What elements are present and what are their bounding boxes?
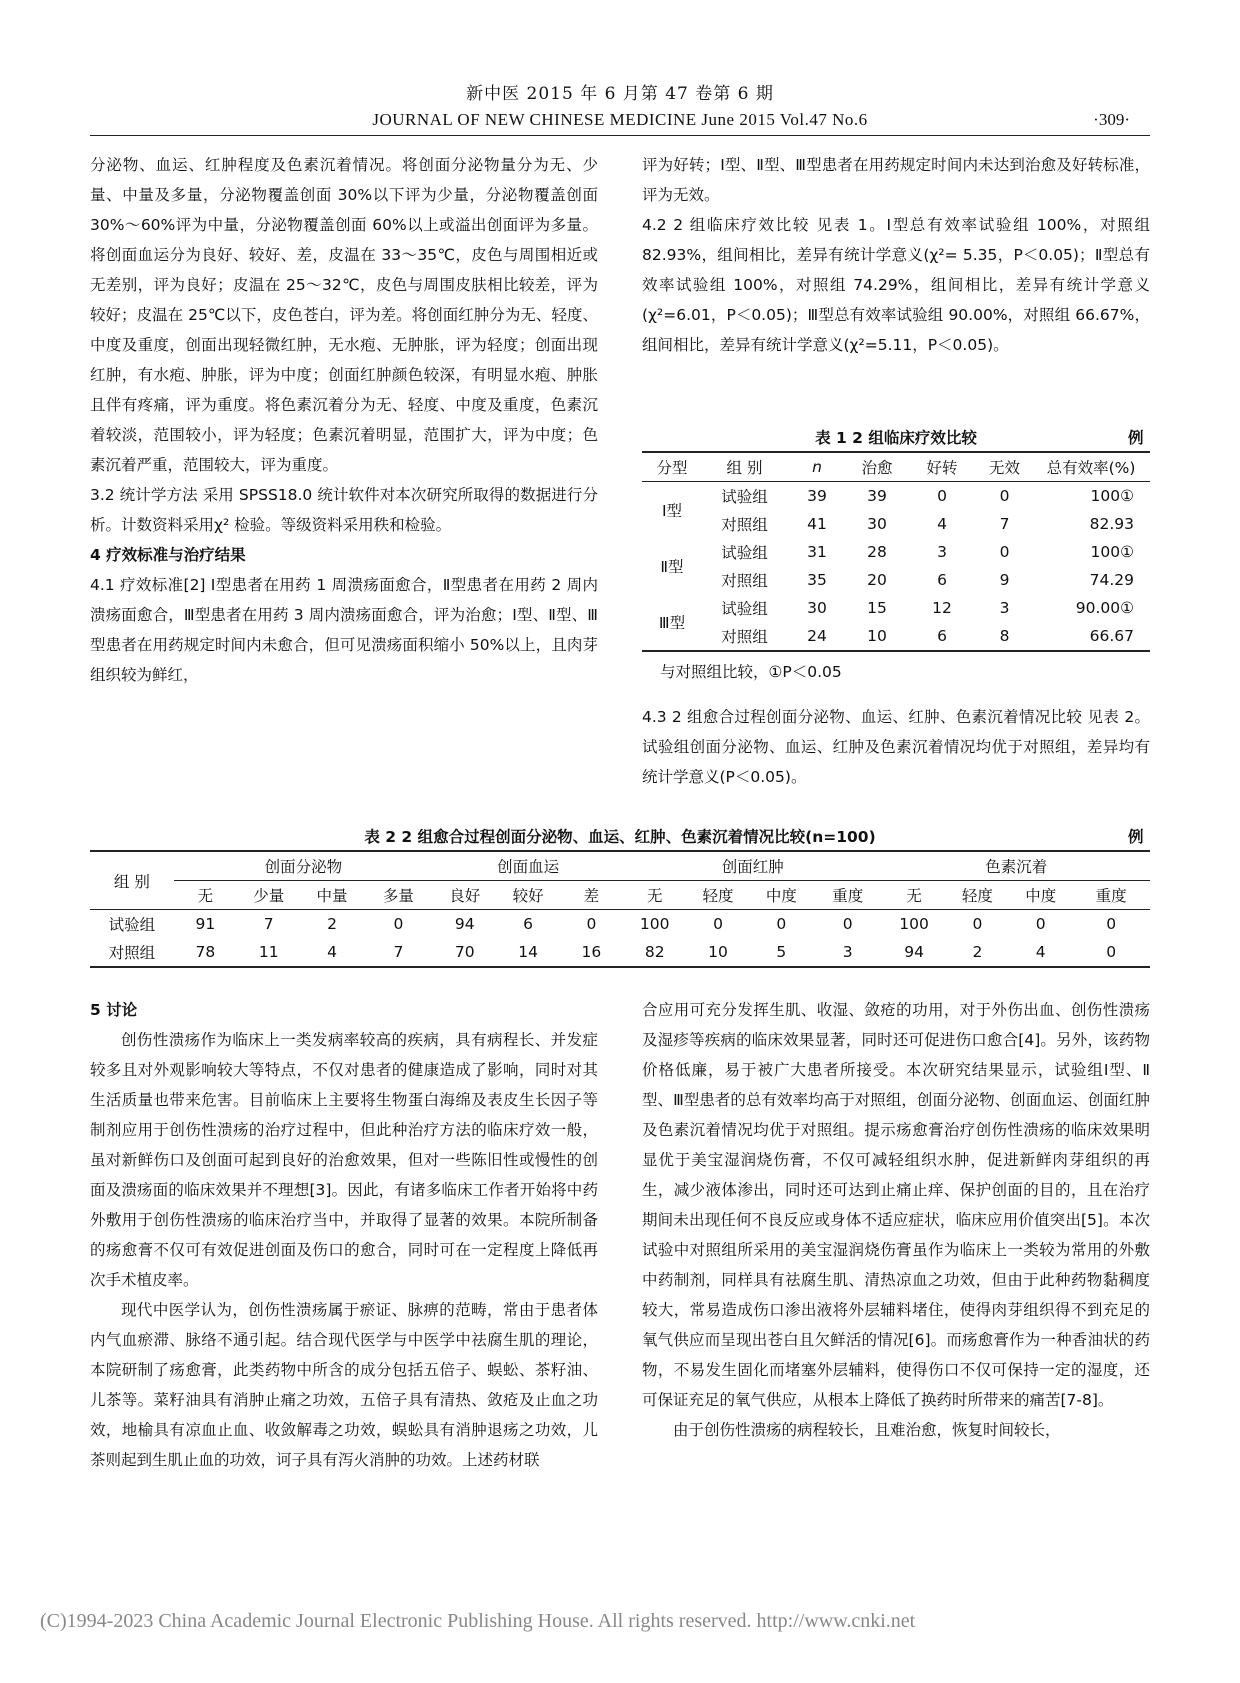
table1-header: 好转 <box>926 459 958 477</box>
table2-subheader: 重度 <box>1095 887 1127 905</box>
table-cell: 4 <box>327 943 337 961</box>
table2-subheader: 无 <box>906 887 922 905</box>
table-cell: 7 <box>999 515 1010 533</box>
table1-unit: 例 <box>1128 429 1144 447</box>
section-heading: 5 讨论 <box>90 1001 138 1019</box>
table-cell: 0 <box>713 915 723 933</box>
table2-subheader: 少量 <box>253 887 285 905</box>
paragraph: 现代中医学认为，创伤性溃疡属于瘀证、脉痹的范畴，常由于患者体内气血瘀滞、脉络不通引起。结合现代医学与中医学中祛腐生肌的理论，本院研制了疡愈膏，此类药物中所含的成分包括五倍子、蜈蚣、茶籽油、儿茶等。菜籽油具有消肿止痛之功效，五倍子具有清热、敛疮及止血之功效，地榆具有凉血止血、收敛解毒之功效，蜈蚣具有消肿退疡之功效，儿茶则起到生肌止血的功效，诃子具有泻火消肿的功效。上述药材联 <box>90 1301 598 1469</box>
table-cell: 94 <box>454 915 475 933</box>
paragraph: 3.2 统计学方法 采用 SPSS18.0 统计软件对本次研究所取得的数据进行分析。计数资料采用χ² 检验。等级资料采用秩和检验。 <box>90 486 598 534</box>
table-cell: 24 <box>807 627 827 645</box>
table2-subheader: 轻度 <box>702 887 734 905</box>
table-cell: 对照组 <box>108 944 156 962</box>
table-cell: 4 <box>1035 943 1046 961</box>
table1 <box>642 453 1150 652</box>
table-cell: 30 <box>867 515 887 533</box>
table-cell: 91 <box>195 915 216 933</box>
table-cell: 6 <box>937 571 947 589</box>
table2-subheader: 轻度 <box>961 887 993 905</box>
table-row <box>642 538 1150 566</box>
table-cell: 10 <box>867 627 887 645</box>
paragraph: 由于创伤性溃疡的病程较长，且难治愈，恢复时间较长， <box>673 1421 1061 1439</box>
table-row <box>642 510 1150 538</box>
table2 <box>90 852 1150 968</box>
left-column-bottom <box>90 995 598 1475</box>
table-cell: 3 <box>999 599 1010 617</box>
table-cell: 0 <box>393 915 404 933</box>
header-rule <box>90 135 1150 136</box>
table-cell: 66.67 <box>1089 627 1134 645</box>
table-cell: 8 <box>999 627 1010 645</box>
left-column-top <box>90 150 598 690</box>
table-cell: 0 <box>586 915 597 933</box>
table2-subheader: 无 <box>646 887 663 905</box>
table-cell: 0 <box>842 915 853 933</box>
paragraph: 4.3 2 组愈合过程创面分泌物、血运、红肿、色素沉着情况比较 见表 2。试验组创面分泌物、血运、红肿及色素沉着情况均优于对照组，差异均有统计学意义(P＜0.05)。 <box>642 708 1150 786</box>
table2-subheader: 中度 <box>765 887 797 905</box>
journal-header-cn: 新中医 2015 年 6 月第 47 卷第 6 期 <box>466 84 774 104</box>
table-cell: 11 <box>258 943 279 961</box>
table1-header: 组 别 <box>726 459 763 477</box>
table-cell: 0 <box>999 487 1010 505</box>
right-column-bottom <box>642 995 1150 1445</box>
table1-header: 治愈 <box>861 459 893 477</box>
table1-type: Ⅱ型 <box>660 558 684 576</box>
table-cell: 16 <box>581 943 602 961</box>
paragraph: 分泌物、血运、红肿程度及色素沉着情况。将创面分泌物量分为无、少量、中量及多量，分泌物覆盖创面 30%以下评为少量，分泌物覆盖创面 30%～60%评为中量，分泌物覆盖创面 60%以上或溢出创面评为多量。将创面血运分为良好、较好、差，皮温在 33～35℃，皮色与周围相近或无差别，评为良好；皮温在 25～32℃，皮色与周围皮肤相比较差，评为较好；皮温在 25℃以下，皮色苍白，评为差。将创面红肿分为无、轻度、中度及重度，创面出现轻微红肿，无水疱、无肿胀，评为轻度；创面出现红肿，有水疱、肿胀，评为中度；创面红肿颜色较深，有明显水疱、肿胀且伴有疼痛，评为重度。将色素沉着分为无、轻度、中度及重度，色素沉着较淡，范围较小，评为轻度；色素沉着明显，范围扩大，评为中度；色素沉着严重，范围较大，评为重度。 <box>90 156 598 474</box>
paragraph: 合应用可充分发挥生肌、收湿、敛疮的功用，对于外伤出血、创伤性溃疡及湿疹等疾病的临床效果显著，同时还可促进伤口愈合[4]。另外，该药物价格低廉，易于被广大患者所接受。本次研究结果显示，试验组Ⅰ型、Ⅱ型、Ⅲ型患者的总有效率均高于对照组，创面分泌物、创面血运、创面红肿及色素沉着情况均优于对照组。提示疡愈膏治疗创伤性溃疡的临床效果明显优于美宝湿润烧伤膏，不仅可减轻组织水肿，促进新鲜肉芽组织的再生，减少液体渗出，同时还可达到止痛止痒、保护创面的目的，且在治疗期间未出现任何不良反应或身体不适应症状，临床应用价值突出[5]。本次试验中对照组所采用的美宝湿润烧伤膏虽作为临床上一类较为常用的外敷中药制剂，同样具有祛腐生肌、清热凉血之功效，但由于此种药物黏稠度较大，常易造成伤口渗出液将外层辅料堵住，使得肉芽组织得不到充足的氧气供应而呈现出苍白且欠鲜活的情况[6]。而疡愈膏作为一种香油状的药物，不易发生固化而堵塞外层辅料，使得伤口不仅可保持一定的湿度，还可保证充足的氧气供应，从根本上降低了换药时所带来的痛苦[7-8]。 <box>642 1001 1150 1409</box>
table1-note: 与对照组比较，①P＜0.05 <box>660 663 842 681</box>
table2-subheader: 中度 <box>1025 887 1057 905</box>
table-cell: 3 <box>937 543 947 561</box>
table-cell: 10 <box>708 943 728 961</box>
table-cell: 0 <box>1106 943 1117 961</box>
table-cell: 30 <box>807 599 827 617</box>
table-cell: 0 <box>972 915 983 933</box>
table-cell: 3 <box>842 943 853 961</box>
table2-category: 色素沉着 <box>882 852 1150 881</box>
table2-subheader: 良好 <box>449 887 481 905</box>
table2-category: 创面血运 <box>433 852 623 881</box>
table-cell: 100① <box>1090 543 1134 561</box>
table-cell: 94 <box>904 943 924 961</box>
table2-subheader: 较好 <box>512 887 544 905</box>
journal-header-en: JOURNAL OF NEW CHINESE MEDICINE June 2015 Vol.47 No.6 <box>372 110 868 129</box>
table-cell: 试验组 <box>721 544 768 562</box>
table-cell: 0 <box>937 487 947 505</box>
table-cell: 35 <box>807 571 827 589</box>
table-cell: 对照组 <box>721 572 768 590</box>
table-cell: 试验组 <box>721 600 768 618</box>
table-cell: 7 <box>263 915 274 933</box>
table-cell: 对照组 <box>721 628 768 646</box>
table-cell: 78 <box>195 943 216 961</box>
table-cell: 39 <box>807 487 827 505</box>
table-cell: 100 <box>899 915 929 933</box>
table2-subheader: 无 <box>197 887 214 905</box>
paragraph: 4.1 疗效标准[2] Ⅰ型患者在用药 1 周溃疡面愈合，Ⅱ型患者在用药 2 周内溃疡面愈合，Ⅲ型患者在用药 3 周内溃疡面愈合，评为治愈；Ⅰ型、Ⅱ型、Ⅲ型患者在用药规定时间内未愈合，但可见溃疡面积缩小 50%以上，且肉芽组织较为鲜红， <box>90 576 598 684</box>
table-cell: 9 <box>999 571 1010 589</box>
table1-header: 总有效率(%) <box>1046 459 1136 477</box>
right-column-top <box>642 150 1150 360</box>
table-cell: 6 <box>937 627 947 645</box>
table-cell: 90.00① <box>1075 599 1134 617</box>
table2-subheader: 多量 <box>382 887 414 905</box>
table-cell: 31 <box>807 543 827 561</box>
table-cell: 试验组 <box>108 916 156 934</box>
table2-subheader: 重度 <box>832 887 864 905</box>
table-cell: 15 <box>867 599 887 617</box>
table-cell: 试验组 <box>721 488 768 506</box>
table-cell: 6 <box>523 915 534 933</box>
table-cell: 70 <box>454 943 475 961</box>
table-cell: 100① <box>1090 487 1134 505</box>
table1-header: 无效 <box>988 459 1020 477</box>
table-cell: 2 <box>327 915 337 933</box>
table-cell: 28 <box>867 543 887 561</box>
table-row <box>90 938 1150 967</box>
table2-category: 创面分泌物 <box>174 852 433 881</box>
table1-caption: 表 1 2 组临床疗效比较 <box>815 429 977 447</box>
table-cell: 0 <box>1106 915 1117 933</box>
copyright-footer: (C)1994-2023 China Academic Journal Electronic Publishing House. All rights reserved. http://www.cnki.net <box>40 1610 916 1632</box>
table-row <box>642 482 1150 511</box>
table1-type: Ⅲ型 <box>658 614 686 632</box>
page-number: ·309· <box>1093 110 1130 129</box>
paragraph: 评为好转；Ⅰ型、Ⅱ型、Ⅲ型患者在用药规定时间内未达到治愈及好转标准，评为无效。 <box>642 156 1150 204</box>
table-cell: 41 <box>807 515 827 533</box>
table-cell: 0 <box>999 543 1010 561</box>
table-cell: 82 <box>644 943 665 961</box>
section-heading: 4 疗效标准与治疗结果 <box>90 546 246 564</box>
table-cell: 14 <box>518 943 538 961</box>
table-cell: 82.93 <box>1089 515 1134 533</box>
table2-subheader: 差 <box>583 887 600 905</box>
table-cell: 100 <box>639 915 670 933</box>
table-row <box>642 622 1150 651</box>
table-row <box>90 910 1150 939</box>
paragraph: 创伤性溃疡作为临床上一类发病率较高的疾病，具有病程长、并发症较多且对外观影响较大等特点，不仅对患者的健康造成了影响，同时对其生活质量也带来危害。目前临床上主要将生物蛋白海绵及表皮生长因子等制剂应用于创伤性溃疡的治疗过程中，但此种治疗方法的临床疗效一般，虽对新鲜伤口及创面可起到良好的治愈效果，但对一些陈旧性或慢性的创面及溃疡面的临床效果并不理想[3]。因此，有诸多临床工作者开始将中药外敷用于创伤性溃疡的临床治疗当中，并取得了显著的效果。本院所制备的疡愈膏不仅可有效促进创面及伤口的愈合，同时可在一定程度上降低再次手术植皮率。 <box>90 1031 598 1289</box>
table-cell: 12 <box>932 599 952 617</box>
paragraph: 4.2 2 组临床疗效比较 见表 1。Ⅰ型总有效率试验组 100%，对照组 82.93%，组间相比，差异有统计学意义(χ²= 5.35，P＜0.05)；Ⅱ型总有效率试验组 100%，对照组 74.29%，组间相比，差异有统计学意义(χ²=6.01，P＜0.05)；Ⅲ型总有效率试验组 90.00%，对照组 66.67%，组间相比，差异有统计学意义(χ²=5.11，P＜0.05)。 <box>642 216 1150 354</box>
table-cell: 5 <box>776 943 787 961</box>
table2-group-header: 组 别 <box>90 852 174 910</box>
table1-type: Ⅰ型 <box>661 502 683 520</box>
table-cell: 0 <box>1035 915 1046 933</box>
table-row <box>642 566 1150 594</box>
table2-subheader: 中量 <box>316 887 348 905</box>
table-cell: 7 <box>393 943 404 961</box>
table1-header: 分型 <box>656 459 688 477</box>
table1-header: n <box>812 458 822 476</box>
table2-caption: 表 2 2 组愈合过程创面分泌物、血运、红肿、色素沉着情况比较(n=100) <box>364 828 876 846</box>
right-column-mid <box>642 702 1150 792</box>
table2-unit: 例 <box>1128 828 1144 846</box>
table-cell: 2 <box>972 943 983 961</box>
table-cell: 4 <box>937 515 947 533</box>
table-cell: 20 <box>867 571 887 589</box>
table-cell: 对照组 <box>721 516 768 534</box>
table2-category: 创面红肿 <box>623 852 882 881</box>
table-cell: 74.29 <box>1089 571 1134 589</box>
table-cell: 39 <box>867 487 887 505</box>
table-row <box>642 594 1150 622</box>
table-cell: 0 <box>776 915 787 933</box>
